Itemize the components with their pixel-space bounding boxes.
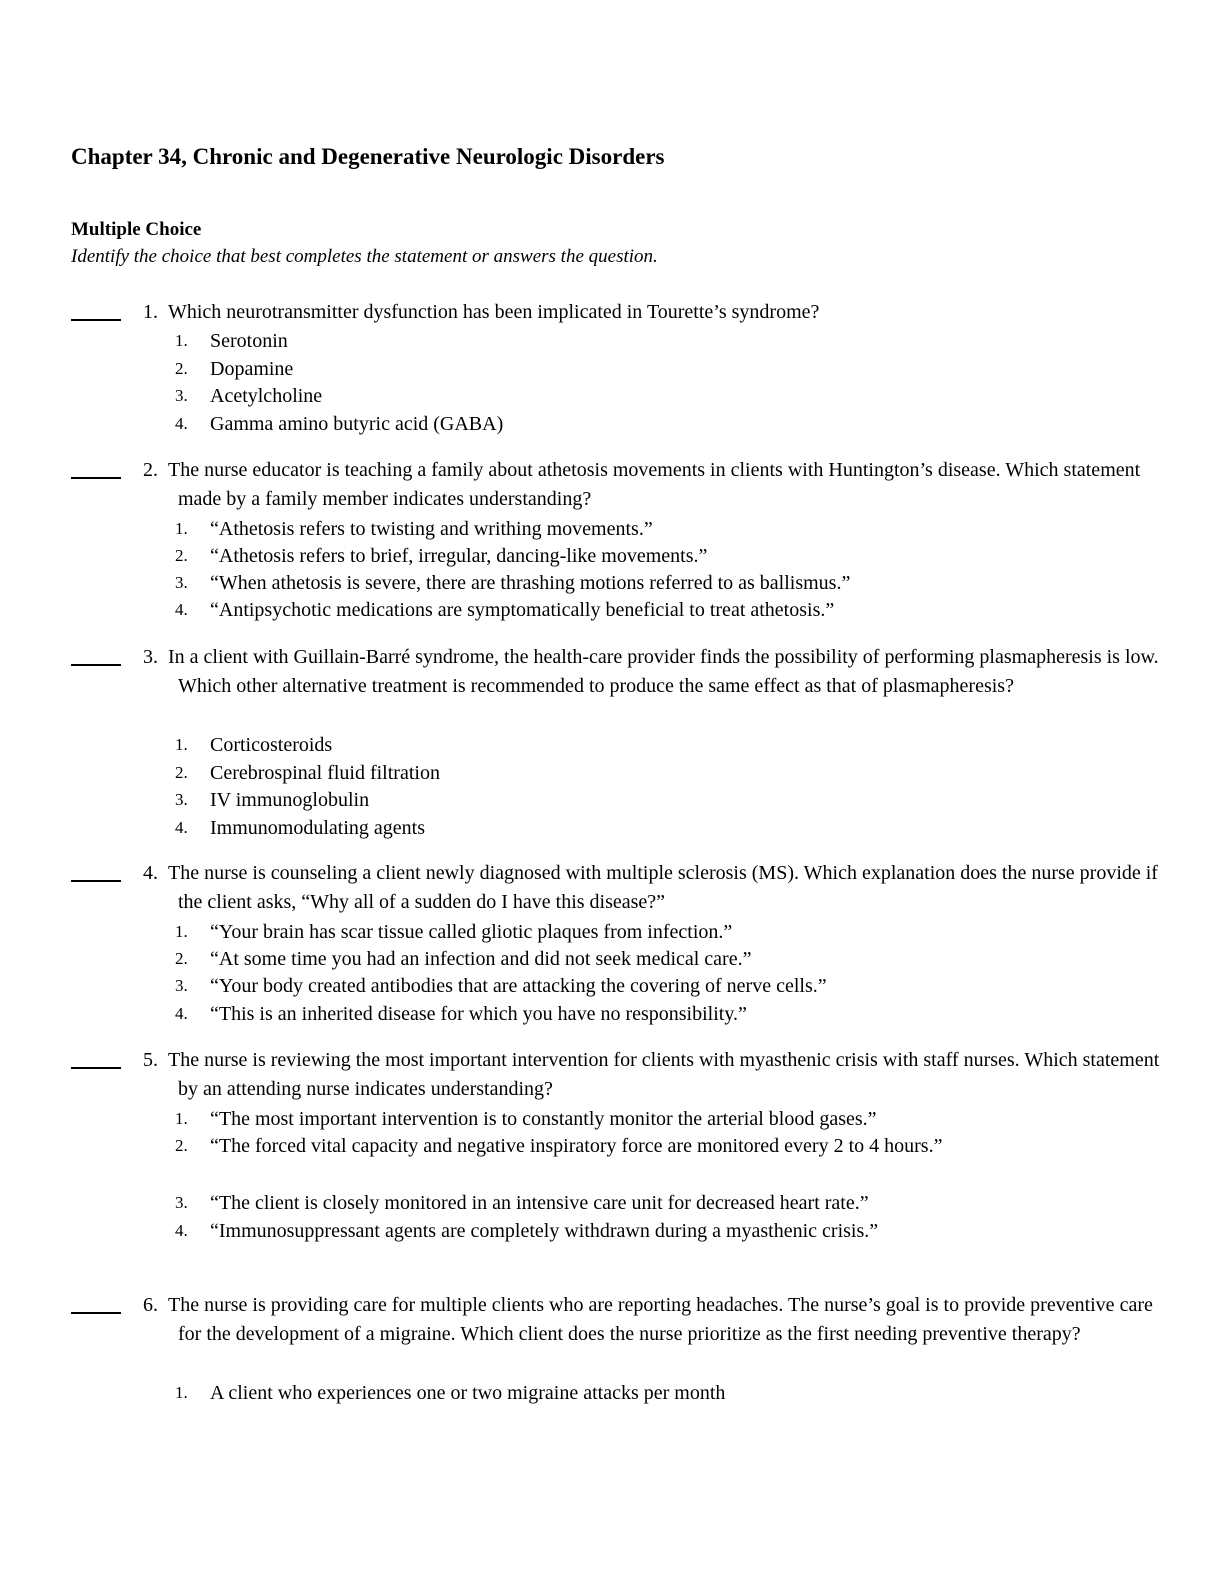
option-text: “Your body created antibodies that are attacking the covering of nerve cells.” [210,975,827,997]
option-text: “At some time you had an infection and did not seek medical care.” [210,948,752,970]
option-number: 1. [175,735,188,754]
answer-option [175,918,995,946]
answer-blank[interactable] [71,319,121,321]
answer-blank[interactable] [71,1067,121,1069]
answer-blank[interactable] [71,880,121,882]
answer-option [175,327,995,355]
option-number: 3. [175,1193,188,1212]
answer-option [175,731,995,759]
option-number: 1. [175,1109,188,1128]
option-text: A client who experiences one or two migraine attacks per month [210,1382,726,1404]
question-number: 4. [143,862,158,884]
question-number: 3. [143,646,158,668]
answer-option [175,945,995,973]
answer-option [175,1132,1005,1160]
question-number: 5. [143,1049,158,1071]
option-number: 4. [175,600,188,619]
page-title: Chapter 34, Chronic and Degenerative Neurologic Disorders [71,144,665,169]
option-text: Dopamine [210,358,294,380]
question-text: The nurse educator is teaching a family about athetosis movements in clients with Huntington’s disease. Which statement made by a family member indicates understanding? [168,459,1141,510]
question-text: The nurse is providing care for multiple clients who are reporting headaches. The nurse’s goal is to provide preventive care for the development of a migraine. Which client does the nurse prioritize as the first needing preventive therapy? [168,1294,1153,1345]
answer-option [175,596,995,624]
option-text: “Your brain has scar tissue called gliotic plaques from infection.” [210,921,733,943]
option-text: “The client is closely monitored in an intensive care unit for decreased heart rate.” [210,1192,869,1214]
question-text: The nurse is reviewing the most important intervention for clients with myasthenic crisis with staff nurses. Which statement by an attending nurse indicates understanding? [168,1049,1160,1100]
answer-option [175,814,995,842]
question-text: In a client with Guillain-Barré syndrome, the health-care provider finds the possibility of performing plasmapheresis is low. Which other alternative treatment is recommended to produce the same effect as that of plasmapheresis? [168,646,1159,697]
option-text: “The most important intervention is to constantly monitor the arterial blood gases.” [210,1108,877,1130]
option-number: 4. [175,818,188,837]
option-text: “This is an inherited disease for which you have no responsibility.” [210,1003,747,1025]
answer-option [175,355,995,383]
option-number: 1. [175,331,188,350]
option-text: Immunomodulating agents [210,817,425,839]
instructions: Identify the choice that best completes the statement or answers the question. [71,246,658,267]
question-number: 1. [143,301,158,323]
option-text: IV immunoglobulin [210,789,370,811]
option-number: 4. [175,1221,188,1240]
option-number: 3. [175,976,188,995]
answer-option [175,759,995,787]
question-stem [143,1046,1178,1104]
option-number: 1. [175,1383,188,1402]
option-number: 2. [175,1136,188,1155]
option-text: Corticosteroids [210,734,333,756]
answer-option [175,1105,995,1133]
question-stem [143,643,1178,701]
answer-blank[interactable] [71,664,121,666]
option-number: 2. [175,359,188,378]
option-number: 4. [175,1004,188,1023]
option-number: 3. [175,790,188,809]
option-text: “The forced vital capacity and negative inspiratory force are monitored every 2 to 4 hours.” [210,1135,943,1157]
answer-option [175,1379,995,1407]
option-number: 1. [175,519,188,538]
answer-option [175,1217,955,1245]
option-text: “Athetosis refers to twisting and writhing movements.” [210,518,653,540]
question-text: The nurse is counseling a client newly diagnosed with multiple sclerosis (MS). Which explanation does the nurse provide if the client asks, “Why all of a sudden do I have this disease?” [168,862,1158,913]
option-number: 4. [175,414,188,433]
option-text: Serotonin [210,330,288,352]
option-number: 3. [175,573,188,592]
question-stem [143,298,1178,327]
answer-option [175,410,995,438]
answer-option [175,569,995,597]
answer-blank[interactable] [71,477,121,479]
option-text: Acetylcholine [210,385,323,407]
answer-option [175,972,995,1000]
question-stem [143,859,1178,917]
question-stem [143,456,1178,514]
answer-option [175,786,995,814]
option-number: 1. [175,922,188,941]
answer-option [175,1000,995,1028]
option-number: 2. [175,763,188,782]
option-number: 2. [175,949,188,968]
option-text: Cerebrospinal fluid filtration [210,762,440,784]
answer-option [175,382,995,410]
option-text: “Antipsychotic medications are symptomatically beneficial to treat athetosis.” [210,599,835,621]
option-text: “When athetosis is severe, there are thrashing motions referred to as ballismus.” [210,572,851,594]
section-title: Multiple Choice [71,219,202,240]
question-stem [143,1291,1178,1349]
option-number: 2. [175,546,188,565]
answer-blank[interactable] [71,1312,121,1314]
option-text: “Immunosuppressant agents are completely withdrawn during a myasthenic crisis.” [210,1220,879,1242]
question-text: Which neurotransmitter dysfunction has been implicated in Tourette’s syndrome? [168,301,820,323]
question-number: 2. [143,459,158,481]
option-text: “Athetosis refers to brief, irregular, dancing-like movements.” [210,545,708,567]
answer-option [175,515,995,543]
answer-option [175,542,995,570]
option-text: Gamma amino butyric acid (GABA) [210,413,504,435]
answer-option [175,1189,995,1217]
question-number: 6. [143,1294,158,1316]
option-number: 3. [175,386,188,405]
